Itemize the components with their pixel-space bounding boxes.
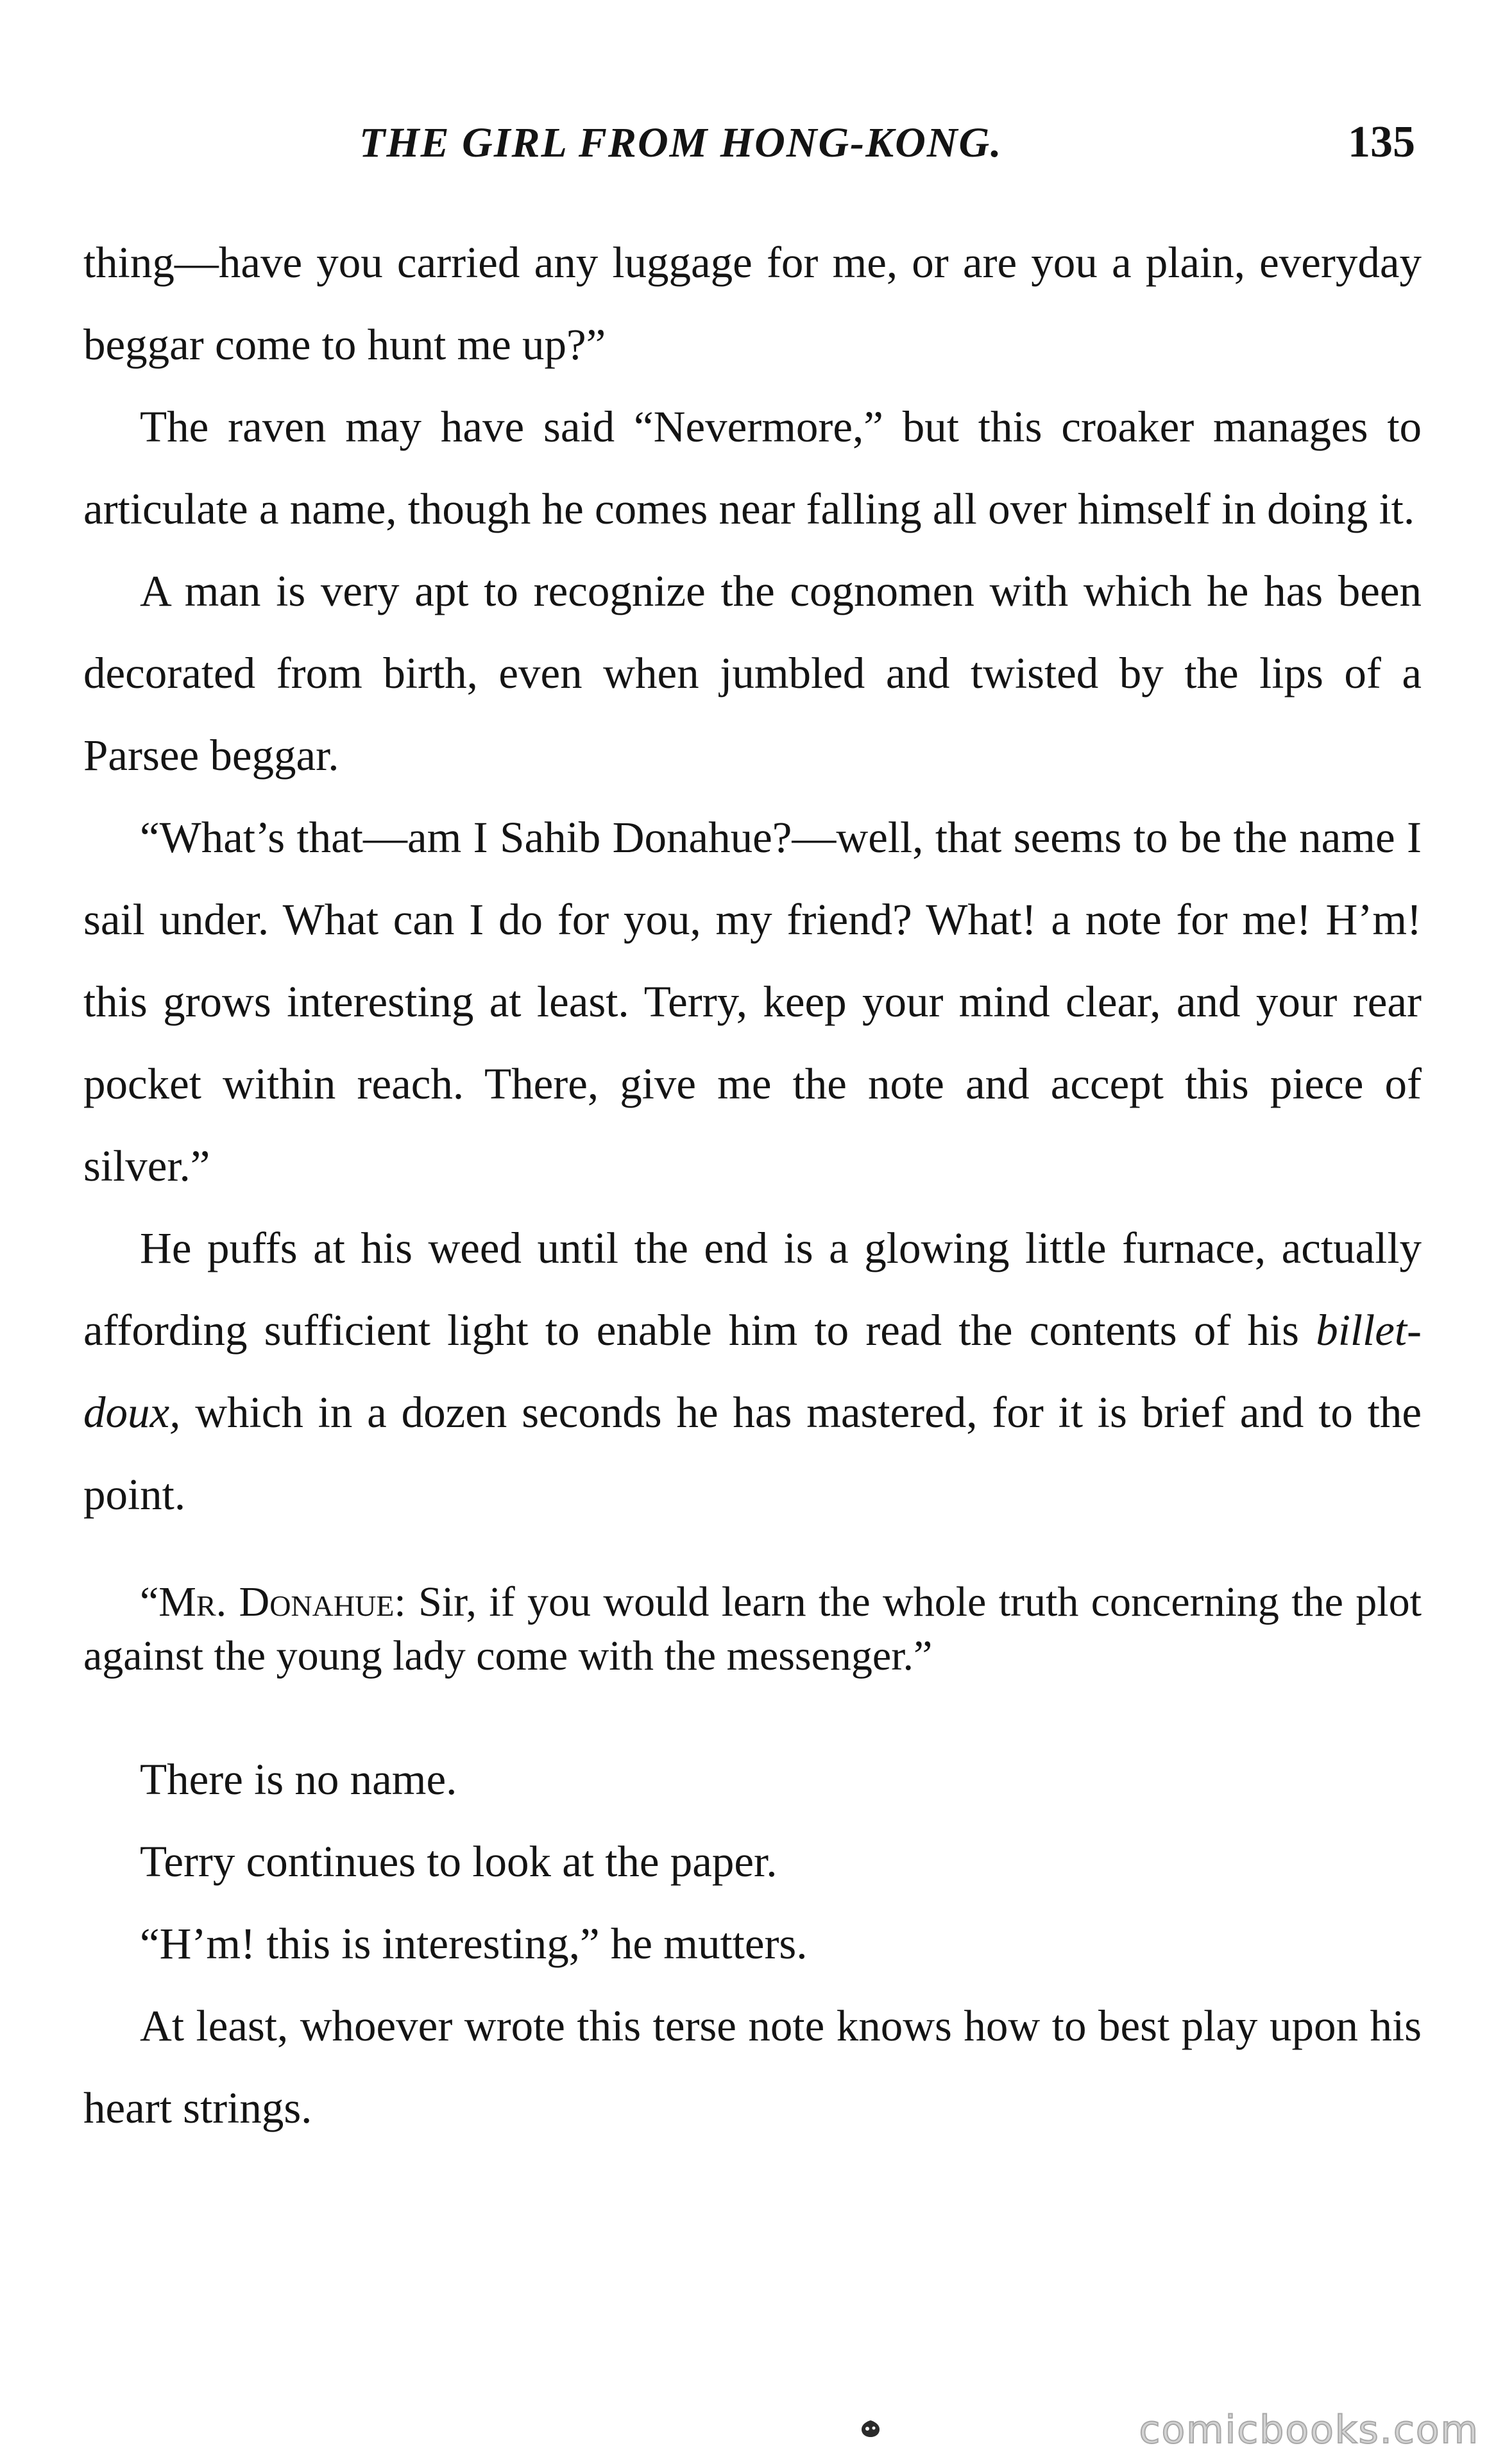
paragraph-continued: thing—have you carried any luggage for me, or are you a plain, everyday beggar come to hunt me up?” <box>83 238 1422 369</box>
body-text <box>83 221 1422 2149</box>
printer-ornament-icon <box>860 2419 881 2438</box>
paragraph-mutters: “H’m! this is interesting,” he mutters. <box>140 1919 808 1968</box>
running-title: THE GIRL FROM HONG-KONG. <box>359 119 1003 166</box>
paragraph-weed <box>83 1207 1422 1536</box>
paragraph-weed-italic: billet-doux, <box>83 1306 1422 1437</box>
watermark: comicbooks.com <box>1139 2408 1479 2452</box>
paragraph-heart-strings: At least, whoever wrote this terse note knows how to best play upon his heart strings. <box>83 2001 1422 2132</box>
note-text: Sir, if you would learn the whole truth concerning the plot against the young lady come with the messenger.” <box>83 1579 1422 1679</box>
page-number: 135 <box>1348 117 1415 167</box>
paragraph-weed-text-end: which in a dozen seconds he has mastered, for it is brief and to the point. <box>83 1388 1422 1519</box>
paragraph-weed-text-start: He puffs at his weed until the end is a glowing little furnace, actually affording sufficient light to enable him to read the contents of his <box>83 1224 1422 1355</box>
quoted-note <box>83 1575 1422 1683</box>
note-open-quote: “ <box>140 1579 159 1625</box>
paragraph-cognomen: A man is very apt to recognize the cognomen with which he has been decorated from birth, even when jumbled and twisted by the lips of a Parsee beggar. <box>83 567 1422 780</box>
paragraph-dialogue: “What’s that—am I Sahib Donahue?—well, that seems to be the name I sail under. What can I do for you, my friend? What! a note for me! H’m! this grows interesting at least. Terry, keep your mind clear, and your rear pocket within reach. There, give me the note and accept this piece of silver.” <box>83 813 1422 1190</box>
paragraph-terry-looks: Terry continues to look at the paper. <box>140 1837 778 1886</box>
paragraph-no-name: There is no name. <box>140 1755 457 1804</box>
paragraph-raven: The raven may have said “Nevermore,” but this croaker manages to articulate a name, though he comes near falling all over himself in doing it. <box>83 402 1422 533</box>
note-salutation: Mr. Donahue: <box>158 1579 406 1625</box>
